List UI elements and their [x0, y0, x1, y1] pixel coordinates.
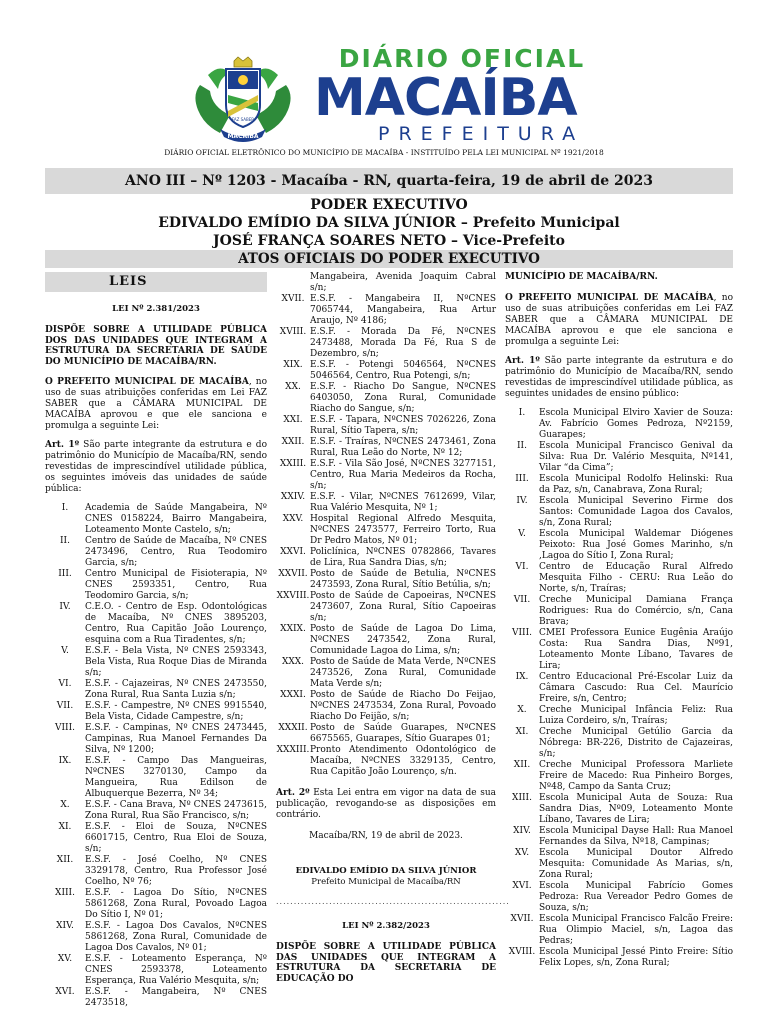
- item-text: E.S.F. - Vilar, NºCNES 7612699, Vilar, Rua Valério Mesquita, Nº 1;: [310, 492, 496, 513]
- item-numeral: XIII.: [55, 888, 75, 898]
- list-item: [505, 881, 733, 914]
- item-numeral: XI.: [515, 726, 529, 737]
- item-text: CMEI Professora Eunice Eugênia Araújo Costa: Rua Sandra Dias, Nº91, Loteamento Monte Líbano, Tavares de Lira;: [539, 627, 733, 671]
- item-text: E.S.F. - Lagoa Dos Cavalos, NºCNES 5861268, Zona Rural, Comunidade de Lagoa Dos Cavalos, Nº 01;: [85, 921, 267, 953]
- list-item: [45, 954, 267, 987]
- masthead-legal-line: DIÁRIO OFICIAL ELETRÔNICO DO MUNICÍPIO DE MACAÍBA - INSTITUÍDO PELA LEI MUNICIPAL Nº 1921/2018: [164, 148, 604, 157]
- item-numeral: XV.: [57, 954, 73, 964]
- item-numeral: XXXII.: [278, 723, 308, 733]
- item-numeral: XXIV.: [280, 492, 306, 502]
- masthead-prefeitura: PREFEITURA: [378, 123, 585, 145]
- item-text: Centro Municipal de Fisioterapia, Nº CNES 2593351, Centro, Rua Teodomiro Garcia, s/n;: [85, 569, 267, 601]
- item-numeral: XI.: [58, 822, 72, 832]
- list-item: [45, 921, 267, 954]
- item-numeral: XXI.: [283, 415, 303, 425]
- article-label: Art. 1º: [505, 355, 540, 366]
- list-item: [505, 760, 733, 793]
- list-item: [276, 415, 496, 437]
- item-numeral: XIV.: [513, 825, 531, 836]
- item-text: Posto de Saúde de Lagoa Do Lima, NºCNES 2473542, Zona Rural, Comunidade Lagoa do Lima, s/n;: [310, 624, 496, 656]
- masthead: [0, 0, 768, 160]
- law-ementa-2: DISPÕE SOBRE A UTILIDADE PÚBLICA DAS UNIDADES QUE INTEGRAM A ESTRUTURA DA SECRETARIA DE EDUCAÇÃO DO: [276, 942, 496, 984]
- item-numeral: XIV.: [56, 921, 74, 931]
- list-item: [276, 514, 496, 547]
- item-numeral: XXXI.: [280, 690, 306, 700]
- item-text: E.S.F. - Morada Da Fé, NºCNES 2473488, Morada Da Fé, Rua S de Dezembro, s/n;: [310, 327, 496, 359]
- item-numeral: III.: [58, 569, 72, 579]
- item-text: Policlínica, NºCNES 0782866, Tavares de Lira, Rua Sandra Dias, s/n;: [310, 547, 496, 568]
- list-item: [505, 441, 733, 474]
- item-numeral: XXXIII.: [276, 745, 310, 755]
- list-item: [276, 437, 496, 459]
- list-item: [276, 327, 496, 360]
- list-item: [276, 569, 496, 591]
- list-item: [276, 657, 496, 690]
- list-item: [276, 360, 496, 382]
- list-item: [276, 459, 496, 492]
- item-text: Escola Municipal Francisco Falcão Freire: Rua Olimpio Maciel, s/n, Lagoa das Pedras;: [539, 913, 733, 946]
- list-item: [276, 492, 496, 514]
- item-text: Escola Municipal Severino Firme dos Santos: Comunidade Lagoa dos Cavalos, s/n, Zona Rural;: [539, 495, 733, 528]
- atos-oficiais-bar: ATOS OFICIAIS DO PODER EXECUTIVO: [45, 250, 733, 268]
- item-text: Escola Municipal Waldemar Diógenes Peixoto: Rua José Gomes Marinho, s/n ,Lagoa do Sítio I, Zona Rural;: [539, 528, 733, 561]
- item-text: Creche Municipal Infância Feliz: Rua Luiza Cordeiro, s/n, Traíras;: [539, 704, 733, 726]
- column-3: [505, 272, 733, 969]
- item-text: Pronto Atendimento Odontológico de Macaíba, NºCNES 3329135, Centro, Rua Capitão João Lourenço, s/n.: [310, 745, 496, 777]
- item-text: E.S.F. - Cajazeiras, Nº CNES 2473550, Zona Rural, Rua Santa Luzia s/n;: [85, 679, 267, 700]
- item-numeral: VII.: [56, 701, 74, 711]
- list-item: [276, 591, 496, 624]
- item-numeral: XIII.: [512, 792, 532, 803]
- item-numeral: XII.: [513, 759, 531, 770]
- item-text: E.S.F. - Bela Vista, Nº CNES 2593343, Bela Vista, Rua Roque Dias de Miranda s/n;: [85, 646, 267, 678]
- list-item: [45, 602, 267, 646]
- law-items-list: [276, 294, 496, 778]
- item-numeral: IV.: [59, 602, 71, 612]
- item-text: Posto de Saúde de Betulia, NºCNES 2473593, Zona Rural, Sítio Betúlia, s/n;: [310, 569, 496, 590]
- edition-bar: ANO III – Nº 1203 - Macaíba - RN, quarta-feira, 19 de abril de 2023: [45, 168, 733, 194]
- item-numeral: XXX.: [281, 657, 305, 667]
- item-numeral: XVIII.: [508, 946, 536, 957]
- item-text: Centro de Saúde de Macaíba, Nº CNES 2473496, Centro, Rua Teodomiro Garcia, s/n;: [85, 536, 267, 568]
- item-text: Escola Municipal Francisco Genival da Silva: Rua Dr. Valério Mesquita, Nº141, Vilar “da Cima”;: [539, 440, 733, 473]
- list-item: [276, 723, 496, 745]
- item-numeral: X.: [517, 704, 527, 715]
- item-text: Creche Municipal Getúlio Garcia da Nóbrega: BR-226, Distrito de Cajazeiras, s/n;: [539, 726, 733, 759]
- law-ementa: DISPÕE SOBRE A UTILIDADE PÚBLICA DOS DAS UNIDADES QUE INTEGRAM A ESTRUTURA DA SECRETARIA DE SAÚDE DO MUNICÍPIO DE MACAÍBA/RN.: [45, 325, 267, 367]
- item-text: Creche Municipal Damiana França Rodrigues: Rua do Comércio, s/n, Cana Brava;: [539, 594, 733, 627]
- item-text: Posto de Saúde Guarapes, NºCNES 6675565, Guarapes, Sítio Guarapes 01;: [310, 723, 496, 744]
- list-item: [45, 536, 267, 569]
- item-numeral: XXII.: [281, 437, 305, 447]
- item-text: C.E.O. - Centro de Esp. Odontológicas de Macaíba, Nº CNES 3895203, Centro, Rua Capitão João Lourenço, esquina com a Rua Tiradentes, s/n;: [85, 602, 267, 645]
- list-item: [45, 503, 267, 536]
- item-text: Posto de Saúde de Riacho Do Feijao, NºCNES 2473534, Zona Rural, Povoado Riacho Do Feijão, s/n;: [310, 690, 496, 722]
- masthead-diario-oficial: DIÁRIO OFICIAL: [338, 44, 586, 73]
- item-text: E.S.F. - Riacho Do Sangue, NºCNES 6403050, Zona Rural, Comunidade Riacho do Sangue, s/n;: [310, 382, 496, 414]
- list-item: [45, 679, 267, 701]
- item-text: E.S.F. - Cana Brava, Nº CNES 2473615, Zona Rural, Rua São Francisco, s/n;: [85, 800, 267, 821]
- item-text: Hospital Regional Alfredo Mesquita, NºCNES 2473577, Ferreiro Torto, Rua Dr Pedro Matos, Nº 01;: [310, 514, 496, 546]
- preamble-bold: O PREFEITO MUNICIPAL DE MACAÍBA: [45, 377, 249, 387]
- crest-motto-text: FAZ SABER: [231, 117, 255, 122]
- item-text: Escola Municipal Dayse Hall: Rua Manoel Fernandes da Silva, Nº18, Campinas;: [539, 825, 733, 847]
- list-item: [276, 624, 496, 657]
- list-item: [505, 408, 733, 441]
- item-text: Academia de Saúde Mangabeira, Nº CNES 0158224, Bairro Mangabeira, Loteamento Monte Castelo, s/n;: [85, 503, 267, 535]
- section-leis: LEIS: [45, 272, 267, 292]
- continued-item-text: Mangabeira, Avenida Joaquim Cabral s/n;: [310, 272, 496, 293]
- item-numeral: XXIII.: [279, 459, 307, 469]
- item-text: Posto de Saúde de Mata Verde, NºCNES 2473526, Zona Rural, Comunidade Mata Verde s/n;: [310, 657, 496, 689]
- executive-line-1: PODER EXECUTIVO: [310, 197, 468, 213]
- preamble-text: , no uso de suas atribuições conferidas em Lei FAZ SABER que a CÂMARA MUNICIPAL DE MACAÍBA aprovou e que ele sanciona e promulga a seguinte Lei:: [45, 377, 268, 431]
- signature-block: [276, 866, 496, 888]
- law-preamble: [45, 377, 267, 432]
- list-item: [276, 745, 496, 778]
- list-item: [45, 987, 267, 1009]
- item-numeral: XVI.: [55, 987, 75, 997]
- item-text: E.S.F. - Eloi de Souza, NºCNES 6601715, Centro, Rua Eloi de Souza, s/n;: [85, 822, 267, 854]
- list-item: [45, 646, 267, 679]
- list-item: [45, 855, 267, 888]
- law-article-1: [45, 440, 267, 495]
- list-item: [45, 822, 267, 855]
- article-text: São parte integrante da estrutura e do patrimônio do Município de Macaíba/RN, sendo revestidas de imprescindível utilidade pública, as seguintes unidades de ensino público:: [505, 355, 733, 399]
- article-text: Esta Lei entra em vigor na data de sua publicação, revogando-se as disposições em contrário.: [276, 788, 496, 820]
- executive-line-2: EDIVALDO EMÍDIO DA SILVA JÚNIOR – Prefeito Municipal: [158, 215, 620, 231]
- list-item: [505, 595, 733, 628]
- law-article-1-b: [505, 356, 733, 400]
- item-text: E.S.F. - Mangabeira, Nº CNES 2473518,: [85, 987, 267, 1008]
- item-text: E.S.F. - José Coelho, Nº CNES 3329178, Centro, Rua Professor José Coelho, Nº 76;: [85, 855, 267, 887]
- item-text: E.S.F. - Loteamento Esperança, Nº CNES 2593378, Loteamento Esperança, Rua Valério Mesquita, s/n;: [85, 954, 267, 986]
- item-text: E.S.F. - Lagoa Do Sítio, NºCNES 5861268, Zona Rural, Povoado Lagoa Do Sítio I, Nº 01;: [85, 888, 267, 920]
- law-number: LEI Nº 2.381/2023: [112, 304, 200, 314]
- item-numeral: XXVII.: [278, 569, 308, 579]
- item-text: E.S.F. - Campinas, Nº CNES 2473445, Campinas, Rua Manoel Fernandes Da Silva, Nº 1200;: [85, 723, 267, 755]
- item-numeral: III.: [515, 473, 529, 484]
- item-text: Escola Municipal Auta de Souza: Rua Sandra Dias, Nº09, Loteamento Monte Líbano, Tavares de Lira;: [539, 792, 733, 825]
- column-1: [45, 272, 267, 1009]
- article-text: São parte integrante da estrutura e do patrimônio do Município de Macaíba/RN, sendo revestidas de imprescindível utilidade pública, os seguintes imóveis das unidades de saúde pública:: [45, 440, 267, 494]
- item-text: Centro de Educação Rural Alfredo Mesquita Filho - CERU: Rua Leão do Norte, s/n, Traíras;: [539, 561, 733, 594]
- list-item: [505, 848, 733, 881]
- item-numeral: VI.: [515, 561, 529, 572]
- law-items-list: [45, 503, 267, 1009]
- list-item: [45, 756, 267, 800]
- preamble-bold: O PREFEITO MUNICIPAL DE MACAÍBA: [505, 292, 714, 303]
- item-numeral: VIII.: [511, 627, 533, 638]
- law-article-2: [276, 788, 496, 821]
- item-text: Escola Municipal Doutor Alfredo Mesquita: Comunidade As Marias, s/n, Zona Rural;: [539, 847, 733, 880]
- item-numeral: XXV.: [282, 514, 304, 524]
- item-text: Centro Educacional Pré-Escolar Luiz da Câmara Cascudo: Rua Cel. Maurício Freire, s/n, Centro;: [539, 671, 733, 704]
- list-item: [505, 474, 733, 496]
- item-numeral: V.: [518, 528, 526, 539]
- item-numeral: XV.: [514, 847, 530, 858]
- item-numeral: VII.: [513, 594, 531, 605]
- masthead-city-name: MACAÍBA: [314, 68, 577, 128]
- item-text: Creche Municipal Professora Marliete Freire de Macedo: Rua Pinheiro Borges, Nº48, Campo da Santa Cruz;: [539, 759, 733, 792]
- item-text: E.S.F. - Campo Das Mangueiras, NºCNES 3270130, Campo da Mangueira, Rua Edilson de Albuquerque Bezerra, Nº 34;: [85, 756, 267, 799]
- list-item: [505, 672, 733, 705]
- law-preamble-2: [505, 293, 733, 348]
- item-numeral: XXVI.: [280, 547, 306, 557]
- signature-role: Prefeito Municipal de Macaíba/RN: [311, 877, 461, 887]
- item-numeral: XVI.: [512, 880, 532, 891]
- item-numeral: VI.: [58, 679, 72, 689]
- item-text: Posto de Saúde de Capoeiras, NºCNES 2473607, Zona Rural, Sítio Capoeiras s/n;: [310, 591, 496, 623]
- item-numeral: XXVIII.: [276, 591, 310, 601]
- item-numeral: XX.: [285, 382, 301, 392]
- item-numeral: II.: [60, 536, 70, 546]
- list-item: [505, 727, 733, 760]
- item-numeral: VIII.: [54, 723, 76, 733]
- list-item: [276, 294, 496, 327]
- law-date: Macaíba/RN, 19 de abril de 2023.: [309, 831, 463, 841]
- list-item: [505, 628, 733, 672]
- article-label: Art. 1º: [45, 440, 80, 450]
- item-numeral: XII.: [56, 855, 74, 865]
- item-numeral: XXIX.: [280, 624, 306, 634]
- list-item: [505, 947, 733, 969]
- item-numeral: X.: [60, 800, 70, 810]
- article-label: Art. 2º: [276, 788, 310, 798]
- item-numeral: II.: [517, 440, 527, 451]
- list-item: [276, 547, 496, 569]
- list-item: [505, 793, 733, 826]
- item-numeral: XVII.: [510, 913, 534, 924]
- item-numeral: IV.: [516, 495, 528, 506]
- column-2: [276, 272, 510, 994]
- executive-line-3: JOSÉ FRANÇA SOARES NETO – Vice-Prefeito: [213, 233, 565, 249]
- item-text: E.S.F. - Campestre, Nº CNES 9915540, Bela Vista, Cidade Campestre, s/n;: [85, 701, 267, 722]
- list-item: [45, 888, 267, 921]
- item-text: E.S.F. - Potengi 5046564, NºCNES 5046564, Centro, Rua Potengi, s/n;: [310, 360, 496, 381]
- preamble-text: , no uso de suas atribuições conferidas em Lei FAZ SABER que a CÂMARA MUNICIPAL DE MACAÍBA aprovou e que ele sanciona e promulga a seguinte Lei:: [505, 292, 734, 347]
- signature-name: EDIVALDO EMÍDIO DA SILVA JÚNIOR: [295, 866, 477, 876]
- list-item: [276, 690, 496, 723]
- item-text: E.S.F. - Vila São José, NºCNES 3277151, Centro, Rua Maria Medeiros da Rocha, s/n;: [310, 459, 496, 491]
- list-item: [45, 800, 267, 822]
- separator-dots: ..................................................................: [276, 897, 510, 906]
- crest-banner-text: MACAÍBA: [227, 133, 259, 140]
- item-numeral: XVII.: [281, 294, 305, 304]
- list-item: [45, 723, 267, 756]
- item-text: Escola Municipal Elviro Xavier de Souza: Av. Fabrício Gomes Pedroza, Nº2159, Guarapes;: [539, 407, 733, 440]
- item-text: Escola Municipal Fabrício Gomes Pedroza: Rua Vereador Pedro Gomes de Souza, s/n;: [539, 880, 733, 913]
- item-numeral: IX.: [515, 671, 529, 682]
- list-item: [505, 705, 733, 727]
- item-numeral: I.: [518, 407, 526, 418]
- list-item: [505, 826, 733, 848]
- item-text: E.S.F. - Mangabeira II, NºCNES 7065744, Mangabeira, Rua Artur Araujo, Nº 4186;: [310, 294, 496, 326]
- item-numeral: XVIII.: [279, 327, 307, 337]
- item-text: E.S.F. - Traíras, NºCNES 2473461, Zona Rural, Rua Leão do Norte, Nº 12;: [310, 437, 496, 458]
- item-text: E.S.F. - Tapara, NºCNES 7026226, Zona Rural, Sítio Tapera, s/n;: [310, 415, 496, 436]
- list-item: [505, 562, 733, 595]
- law-ementa-continued: MUNICÍPIO DE MACAÍBA/RN.: [505, 272, 658, 282]
- municipal-crest-logo: [190, 55, 296, 145]
- executive-header: [45, 196, 733, 250]
- item-text: Escola Municipal Rodolfo Helinski: Rua da Paz, s/n, Canabrava, Zona Rural;: [539, 473, 733, 495]
- list-item: [276, 382, 496, 415]
- item-text: Escola Municipal Jessé Pinto Freire: Sítio Felix Lopes, s/n, Zona Rural;: [539, 946, 733, 968]
- law-items-list: [505, 408, 733, 969]
- item-numeral: XIX.: [283, 360, 303, 370]
- list-item: [45, 569, 267, 602]
- list-item: [505, 496, 733, 529]
- list-item: [505, 529, 733, 562]
- item-numeral: I.: [61, 503, 69, 513]
- item-numeral: IX.: [58, 756, 72, 766]
- list-item: [45, 701, 267, 723]
- item-numeral: V.: [61, 646, 69, 656]
- law-number-2: LEI Nº 2.382/2023: [342, 921, 430, 931]
- list-item: [505, 914, 733, 947]
